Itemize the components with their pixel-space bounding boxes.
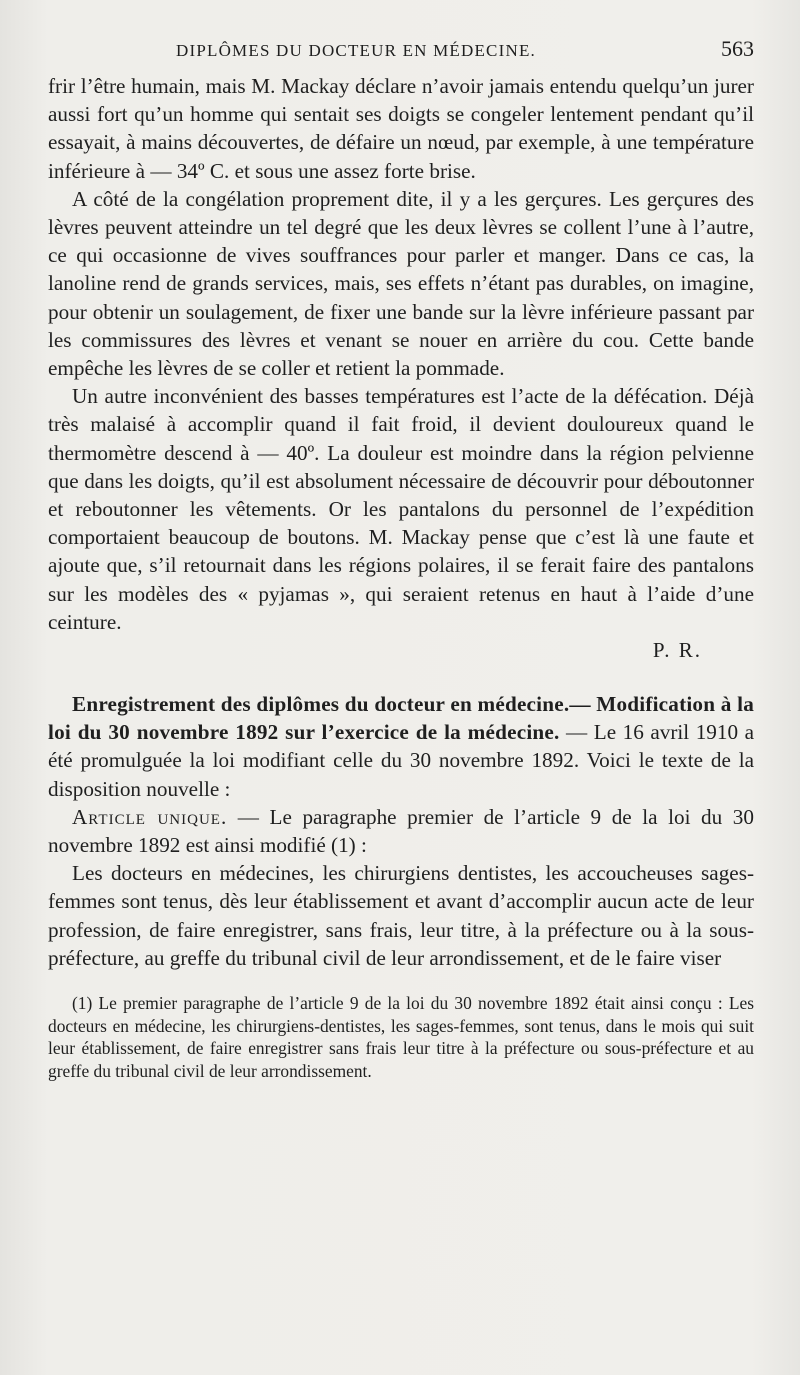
author-signature: P. R. [652,638,702,663]
paragraph-law-text: Les docteurs en médecines, les chirurgiens dentistes, les accoucheuses sages-femmes sont tenus, dès leur établissement et avant d’accomplir aucun acte de leur profession, de faire enregistrer, sans frais, leur titre, à la préfecture ou à la sous-préfecture, au greffe du tribunal civil de leur arrondissement, et de le faire viser [48,861,754,970]
article-label: Article unique. [72,804,228,829]
section-spacer [48,664,754,690]
section-paragraph [48,690,754,803]
body-text [48,72,754,972]
running-head [48,36,754,72]
article-paragraph [48,803,754,859]
page-number: 563 [721,36,754,61]
article-text: — Le paragraphe premier de l’article 9 de la loi du 30 novembre 1892 est ainsi modifié (1) : [48,804,754,858]
section-intro: — Le 16 avril 1910 a été promulguée la loi modifiant celle du 30 novembre 1892. Voici le texte de la disposition nouvelle : [48,720,755,801]
paragraph-gercures: A côté de la congélation proprement dite, il y a les gerçures. Les gerçures des lèvres peuvent atteindre un tel degré que les deux lèvres se collent l’une à l’autre, ce qui occasionne de vives souffrances pour parler et manger. Dans ce cas, la lanoline rend de grands services, mais, ses effets n’étant pas durables, on imagine, pour obtenir un soulagement, de fixer une bande sur la lèvre inférieure passant par les commissures des lèvres et venant se nouer en arrière du cou. Cette bande empêche les lèvres de se coller et retient la pommade. [48,186,754,381]
paragraph-continued: frir l’être humain, mais M. Mackay déclare n’avoir jamais entendu quelqu’un jurer aussi fort qu’un homme qui sentait ses doigts se congeler lentement pendant qu’il essayait, à mains découvertes, de défaire un nœud, par exemple, à une température inférieure à — 34º C. et sous une assez forte brise. [48,74,754,183]
paragraph-defecation: Un autre inconvénient des basses températures est l’acte de la défécation. Déjà très malaisé à accomplir quand il fait froid, il devient douloureux quand le thermomètre descend à — 40º. La douleur est moindre dans la région pelvienne que dans les doigts, qu’il est absolument nécessaire de découvrir pour déboutonner et reboutonner les vêtements. Or les pantalons du personnel de l’expédition comportaient beaucoup de boutons. M. Mackay pense que c’est là une faute et ajoute que, s’il retournait dans les régions polaires, il se ferait faire des pantalons sur les modèles des « pyjamas », qui seraient retenus en haut à l’aide d’une ceinture. [48,384,754,634]
footnote-text: (1) Le premier paragraphe de l’article 9 de la loi du 30 novembre 1892 était ainsi conçu : Les docteurs en médecine, les chirurgiens-dentistes, les sages-femmes, sont tenus, dans le mois qui suit leur établissement, de faire enregistrer sans frais leur titre à la préfecture ou sous-préfecture et au greffe du tribunal civil de leur arrondissement. [48,993,754,1081]
running-title: DIPLÔMES DU DOCTEUR EN MÉDECINE. [176,41,536,60]
section-title: Enregistrement des diplômes du docteur en médecine.— Modification à la loi du 30 novembre 1892 sur l’exercice de la médecine. [48,692,754,745]
footnote [48,992,754,1082]
